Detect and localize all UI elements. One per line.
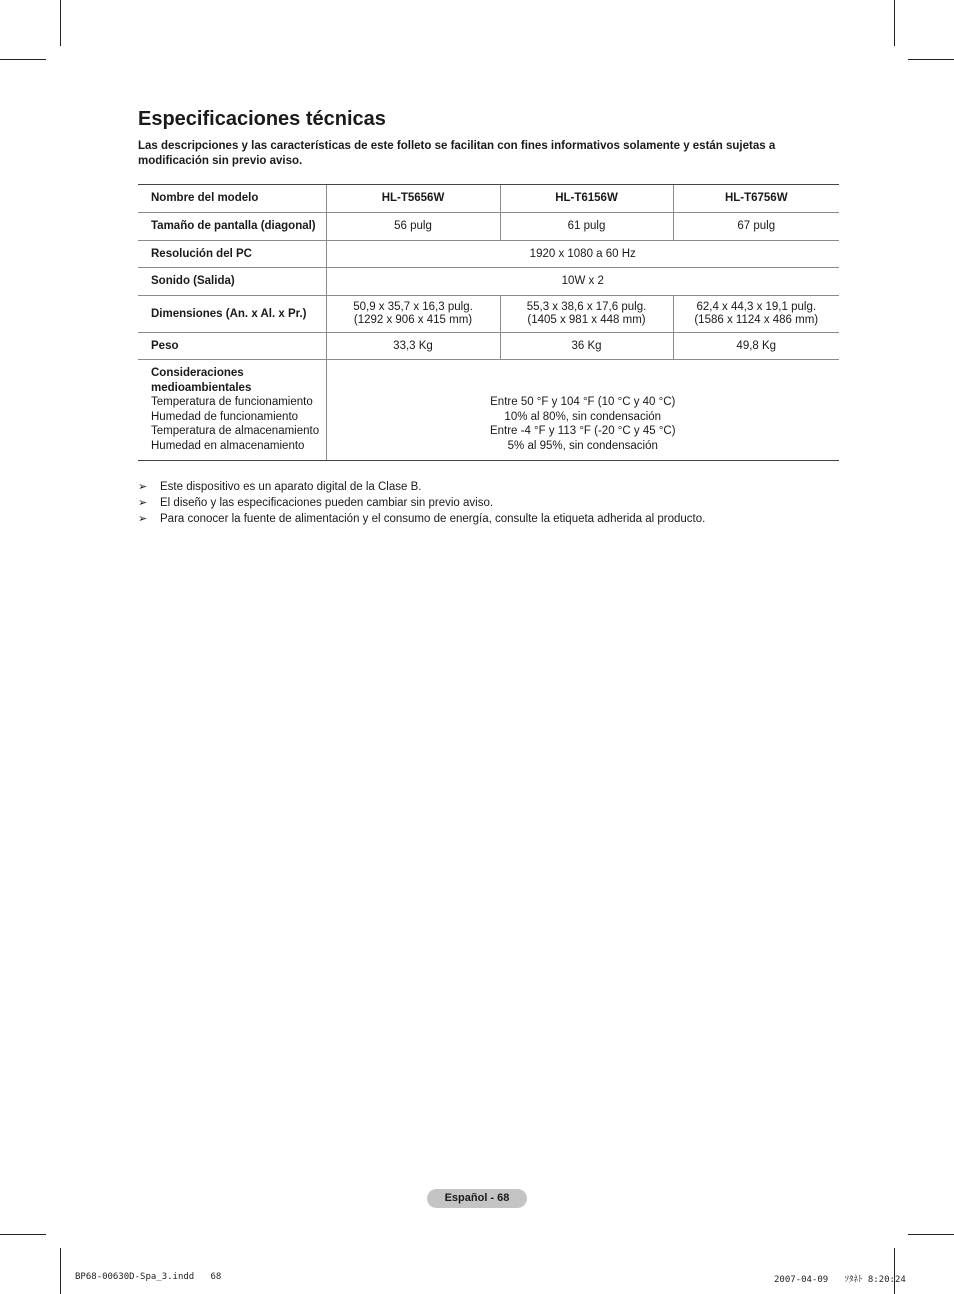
note-text: Este dispositivo es un aparato digital de la Clase B. xyxy=(160,481,422,493)
table-row xyxy=(138,296,839,333)
row-label: Tamaño de pantalla (diagonal) xyxy=(138,213,326,241)
crop-mark xyxy=(60,0,61,46)
arrow-bullet-icon: ➢ xyxy=(138,480,148,493)
table-cell: 49,8 Kg xyxy=(673,333,839,360)
table-cell xyxy=(673,296,839,333)
table-cell xyxy=(500,296,673,333)
env-item-label: Humedad de funcionamiento xyxy=(151,410,299,423)
row-label: Sonido (Salida) xyxy=(138,268,326,296)
env-title: medioambientales xyxy=(151,381,252,394)
env-item-label: Temperatura de almacenamiento xyxy=(151,425,320,437)
footer-timestamp: 2007-04-09 ｿﾀﾈﾄ 8:20:24 xyxy=(774,1275,906,1285)
table-cell: 67 pulg xyxy=(673,213,839,241)
crop-mark xyxy=(0,59,46,60)
crop-mark xyxy=(60,1248,61,1294)
crop-mark xyxy=(894,0,895,46)
crop-mark xyxy=(0,1234,46,1235)
row-label: Nombre del modelo xyxy=(138,185,326,213)
dim-line: 62,4 x 44,3 x 19,1 pulg. xyxy=(696,301,817,313)
crop-mark xyxy=(908,1234,954,1235)
table-cell: 56 pulg xyxy=(326,213,500,241)
intro-text: Las descripciones y las características de este folleto se facilitan con fines informativos solamente y están sujetas a modificación sin previo aviso. xyxy=(138,140,776,167)
table-row xyxy=(138,241,839,268)
list-item xyxy=(138,495,705,511)
notes-list xyxy=(138,479,705,527)
model-header: HL-T6756W xyxy=(673,185,839,213)
dim-line: (1586 x 1124 x 486 mm) xyxy=(694,314,819,326)
spec-table xyxy=(138,184,839,461)
model-header: HL-T6156W xyxy=(500,185,673,213)
table-row xyxy=(138,333,839,360)
list-item xyxy=(138,511,705,527)
page-number-badge: Español - 68 xyxy=(427,1189,527,1208)
table-cell: 10W x 2 xyxy=(326,268,839,296)
table-cell: 36 Kg xyxy=(500,333,673,360)
row-label: Dimensiones (An. x Al. x Pr.) xyxy=(138,296,326,333)
table-cell: 61 pulg xyxy=(500,213,673,241)
env-item-value: 5% al 95%, sin condensación xyxy=(507,439,658,452)
page-title: Especificaciones técnicas xyxy=(138,108,386,130)
crop-mark xyxy=(908,59,954,60)
dim-line: (1405 x 981 x 448 mm) xyxy=(527,314,646,326)
footer-file: BP68-00630D-Spa_3.indd 68 xyxy=(75,1272,222,1282)
env-item-label: Temperatura de funcionamiento xyxy=(151,396,313,408)
dim-line: (1292 x 906 x 415 mm) xyxy=(353,314,473,326)
table-row xyxy=(138,360,839,461)
crop-mark xyxy=(894,1248,895,1294)
env-title: Consideraciones xyxy=(151,367,244,379)
dim-line: 50,9 x 35,7 x 16,3 pulg. xyxy=(353,301,473,313)
env-item-label: Humedad en almacenamiento xyxy=(151,439,305,452)
table-row xyxy=(138,185,839,213)
row-label: Peso xyxy=(138,333,326,360)
table-cell xyxy=(326,296,500,333)
model-header: HL-T5656W xyxy=(326,185,500,213)
dim-line: 55,3 x 38,6 x 17,6 pulg. xyxy=(526,301,647,313)
env-item-value: Entre -4 °F y 113 °F (-20 °C y 45 °C) xyxy=(489,425,676,437)
list-item xyxy=(138,479,705,495)
note-text: El diseño y las especificaciones pueden cambiar sin previo aviso. xyxy=(160,497,494,509)
table-cell: 33,3 Kg xyxy=(326,333,500,360)
table-row xyxy=(138,268,839,296)
row-label xyxy=(138,360,326,461)
table-cell: 1920 x 1080 a 60 Hz xyxy=(326,241,839,268)
arrow-bullet-icon: ➢ xyxy=(138,496,148,509)
env-item-value: Entre 50 °F y 104 °F (10 °C y 40 °C) xyxy=(490,396,676,408)
arrow-bullet-icon: ➢ xyxy=(138,512,148,525)
table-row xyxy=(138,213,839,241)
row-label: Resolución del PC xyxy=(138,241,326,268)
table-cell xyxy=(326,360,839,461)
env-item-value: 10% al 80%, sin condensación xyxy=(504,410,662,423)
note-text: Para conocer la fuente de alimentación y el consumo de energía, consulte la etiqueta adherida al producto. xyxy=(160,513,706,525)
